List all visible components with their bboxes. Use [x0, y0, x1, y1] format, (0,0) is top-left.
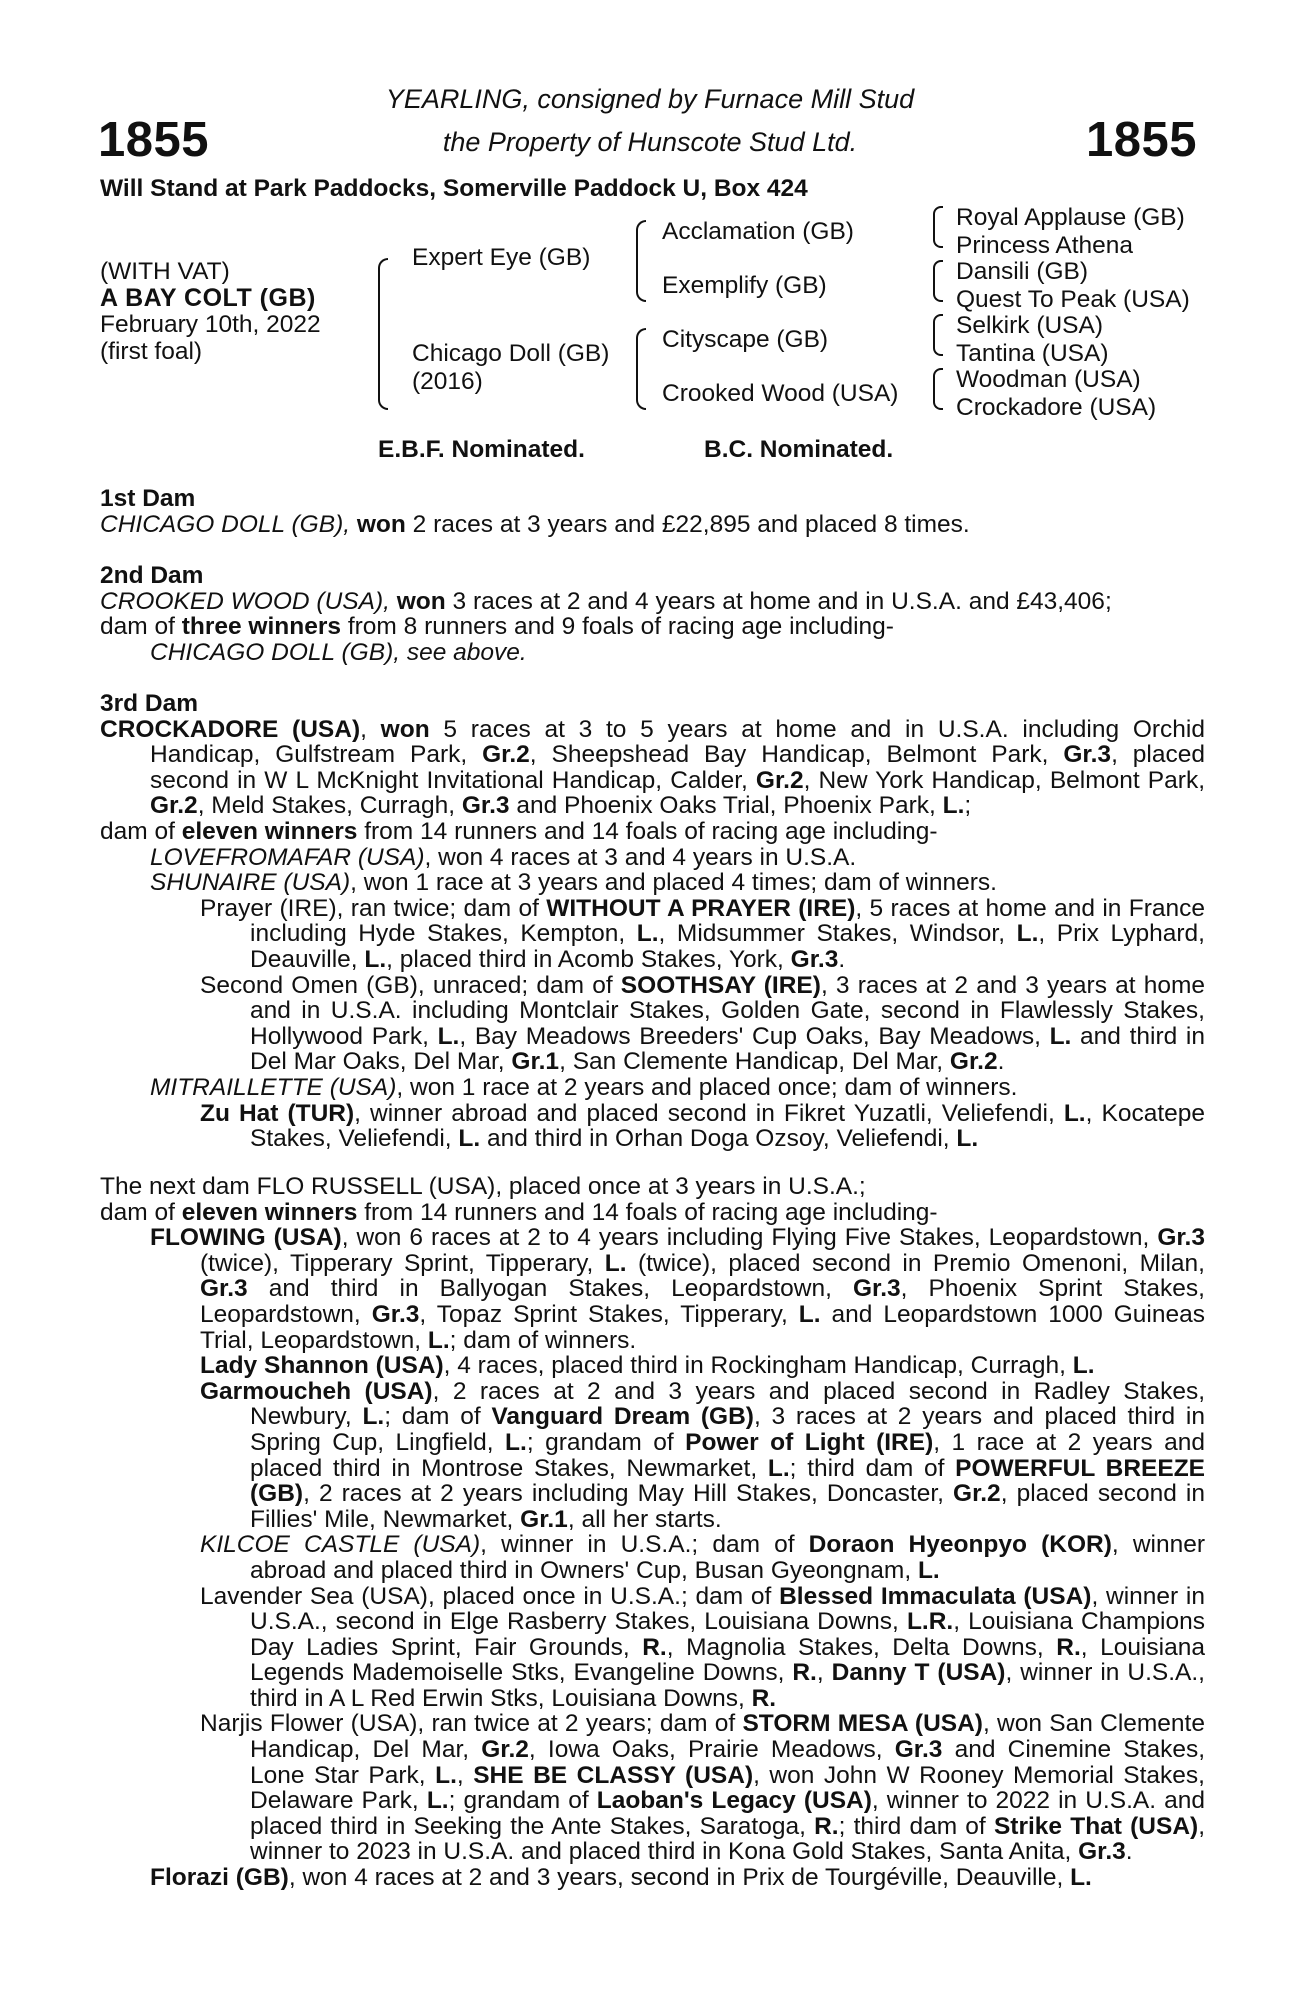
second-dam-section: [100, 563, 1205, 665]
lovefromafar-entry: LOVEFROMAFAR (USA), won 4 races at 3 and 4 years in U.S.A.: [150, 843, 857, 871]
first-dam-heading: 1st Dam: [100, 485, 196, 512]
first-dam-section: [100, 486, 1205, 537]
next-dam-record: The next dam FLO RUSSELL (USA), placed once at 3 years in U.S.A.;: [100, 1173, 866, 1200]
ebf-nomination: E.B.F. Nominated.: [378, 436, 585, 463]
prayer-entry: Prayer (IRE), ran twice; dam of WITHOUT A PRAYER (IRE), 5 races at home and in France including Hyde Stakes, Kempton, L., Midsummer Stakes, Windsor, L., Prix Lyphard, Deauville, L., placed third in Acomb Stakes, York, Gr.3.: [200, 894, 1205, 973]
second-dam-produce: dam of three winners from 8 runners and 9 foals of racing age including-: [100, 613, 894, 641]
lot-number-left: 1855: [98, 113, 210, 167]
consignor-line: YEARLING, consigned by Furnace Mill Stud: [385, 84, 915, 114]
mitraillette-entry: MITRAILLETTE (USA), won 1 race at 2 years and placed once; dam of winners.: [150, 1073, 1018, 1101]
lot-number-right: 1855: [1086, 113, 1198, 167]
third-dam-section: [100, 691, 1205, 1152]
dam-sire-name: Cityscape (GB): [662, 326, 829, 353]
lavender-sea-entry: Lavender Sea (USA), placed once in U.S.A.; dam of Blessed Immaculata (USA), winner in U.S.A., second in Elge Rasberry Stakes, Louisiana Downs, L.R., Louisiana Champions Day Ladies Sprint, Fair Grounds, R., Magnolia Stakes, Delta Downs, R., Louisiana Legends Mademoiselle Stks, Evangeline Downs, R., Danny T (USA), winner in U.S.A., third in A L Red Erwin Stks, Louisiana Downs, R.: [200, 1582, 1205, 1712]
pedigree-brace-g1: [933, 206, 943, 248]
garmoucheh-entry: Garmoucheh (USA), 2 races at 2 and 3 years and placed second in Radley Stakes, Newbury, L.; dam of Vanguard Dream (GB), 3 races at 2 years and placed third in Spring Cup, Lingfield, L.; grandam of Power of Light (IRE), 1 race at 2 years and placed third in Montrose Stakes, Newmarket, L.; third dam of POWERFUL BREEZE (GB), 2 races at 2 years including May Hill Stakes, Doncaster, Gr.2, placed second in Fillies' Mile, Newmarket, Gr.1, all her starts.: [200, 1377, 1206, 1533]
bc-nomination: B.C. Nominated.: [704, 436, 894, 463]
dam-year: (2016): [412, 368, 483, 395]
ancestor-7: Woodman (USA): [956, 366, 1141, 393]
second-dam-heading: 2nd Dam: [100, 562, 204, 589]
stand-location: Will Stand at Park Paddocks, Somerville Paddock U, Box 424: [100, 175, 808, 202]
second-omen-entry: Second Omen (GB), unraced; dam of SOOTHSAY (IRE), 3 races at 2 and 3 years at home and in U.S.A. including Montclair Stakes, Golden Gate, second in Flawlessly Stakes, Hollywood Park, L., Bay Meadows Breeders' Cup Oaks, Bay Meadows, L. and third in Del Mar Oaks, Del Mar, Gr.1, San Clemente Handicap, Del Mar, Gr.2.: [200, 971, 1206, 1076]
sire-name: Expert Eye (GB): [412, 244, 591, 271]
first-dam-record: CHICAGO DOLL (GB), won 2 races at 3 years and £22,895 and placed 8 times.: [100, 510, 970, 538]
foaling-date: February 10th, 2022: [100, 311, 321, 338]
next-dam-produce: dam of eleven winners from 14 runners and 14 foals of racing age including-: [100, 1198, 938, 1226]
vat-note: (WITH VAT): [100, 258, 230, 285]
dam-dam-name: Crooked Wood (USA): [662, 380, 899, 407]
florazi-entry: Florazi (GB), won 4 races at 2 and 3 years, second in Prix de Tourgéville, Deauville, L.: [150, 1864, 1092, 1892]
third-dam-record: CROCKADORE (USA), won 5 races at 3 to 5 years at home and in U.S.A. including Orchid Handicap, Gulfstream Park, Gr.2, Sheepshead Bay Handicap, Belmont Park, Gr.3, placed second in W L McKnight Invitational Handicap, Calder, Gr.2, New York Handicap, Belmont Park, Gr.2, Meld Stakes, Curragh, Gr.3 and Phoenix Oaks Trial, Phoenix Park, L.;: [100, 715, 1205, 820]
pedigree-brace-g4: [933, 368, 943, 410]
next-dam-section: [100, 1174, 1205, 1891]
property-line: the Property of Hunscote Stud Ltd.: [442, 127, 858, 157]
ancestor-2: Princess Athena: [956, 232, 1134, 259]
shunaire-entry: SHUNAIRE (USA), won 1 race at 3 years and placed 4 times; dam of winners.: [150, 869, 997, 897]
sire-sire-name: Acclamation (GB): [662, 218, 854, 245]
pedigree-brace-g2: [933, 260, 943, 302]
first-foal-note: (first foal): [100, 338, 203, 365]
narjis-flower-entry: Narjis Flower (USA), ran twice at 2 years; dam of STORM MESA (USA), won San Clemente Handicap, Del Mar, Gr.2, Iowa Oaks, Prairie Meadows, Gr.3 and Cinemine Stakes, Lone Star Park, L., SHE BE CLASSY (USA), won John W Rooney Memorial Stakes, Delaware Park, L.; grandam of Laoban's Legacy (USA), winner to 2022 in U.S.A. and placed third in Seeking the Ante Stakes, Saratoga, R.; third dam of Strike That (USA), winner to 2023 in U.S.A. and placed third in Kona Gold Stakes, Santa Anita, Gr.3.: [200, 1710, 1206, 1866]
lady-shannon-entry: Lady Shannon (USA), 4 races, placed third in Rockingham Handicap, Curragh, L.: [200, 1352, 1095, 1380]
pedigree-brace-main: [378, 258, 388, 410]
dam-name: Chicago Doll (GB): [412, 340, 610, 367]
kilcoe-castle-entry: KILCOE CASTLE (USA), winner in U.S.A.; dam of Doraon Hyeonpyo (KOR), winner abroad and placed third in Owners' Cup, Busan Gyeongnam, L.: [200, 1531, 1206, 1584]
third-dam-produce: dam of eleven winners from 14 runners and 14 foals of racing age including-: [100, 817, 938, 845]
sire-dam-name: Exemplify (GB): [662, 272, 827, 299]
flowing-entry: FLOWING (USA), won 6 races at 2 to 4 years including Flying Five Stakes, Leopardstown, Gr.3 (twice), Tipperary Sprint, Tipperary, L. (twice), placed second in Premio Omenoni, Milan, Gr.3 and third in Ballyogan Stakes, Leopardstown, Gr.3, Phoenix Sprint Stakes, Leopardstown, Gr.3, Topaz Sprint Stakes, Tipperary, L. and Leopardstown 1000 Guineas Trial, Leopardstown, L.; dam of winners.: [150, 1224, 1205, 1354]
third-dam-heading: 3rd Dam: [100, 690, 199, 717]
zu-hat-entry: Zu Hat (TUR), winner abroad and placed second in Fikret Yuzatli, Veliefendi, L., Kocatepe Stakes, Veliefendi, L. and third in Orhan Doga Ozsoy, Veliefendi, L.: [200, 1099, 1205, 1153]
pedigree-brace-dam: [636, 328, 646, 410]
second-dam-offspring: CHICAGO DOLL (GB), see above.: [150, 638, 527, 666]
ancestor-4: Quest To Peak (USA): [956, 286, 1190, 313]
ancestor-3: Dansili (GB): [956, 258, 1089, 285]
ancestor-1: Royal Applause (GB): [956, 204, 1185, 231]
ancestor-8: Crockadore (USA): [956, 394, 1157, 421]
ancestor-6: Tantina (USA): [956, 340, 1109, 367]
ancestor-5: Selkirk (USA): [956, 312, 1104, 339]
second-dam-record: CROOKED WOOD (USA), won 3 races at 2 and 4 years at home and in U.S.A. and £43,406;: [100, 587, 1112, 615]
horse-name: A BAY COLT (GB): [100, 284, 316, 312]
pedigree-brace-sire: [636, 220, 646, 302]
pedigree-brace-g3: [933, 314, 943, 356]
